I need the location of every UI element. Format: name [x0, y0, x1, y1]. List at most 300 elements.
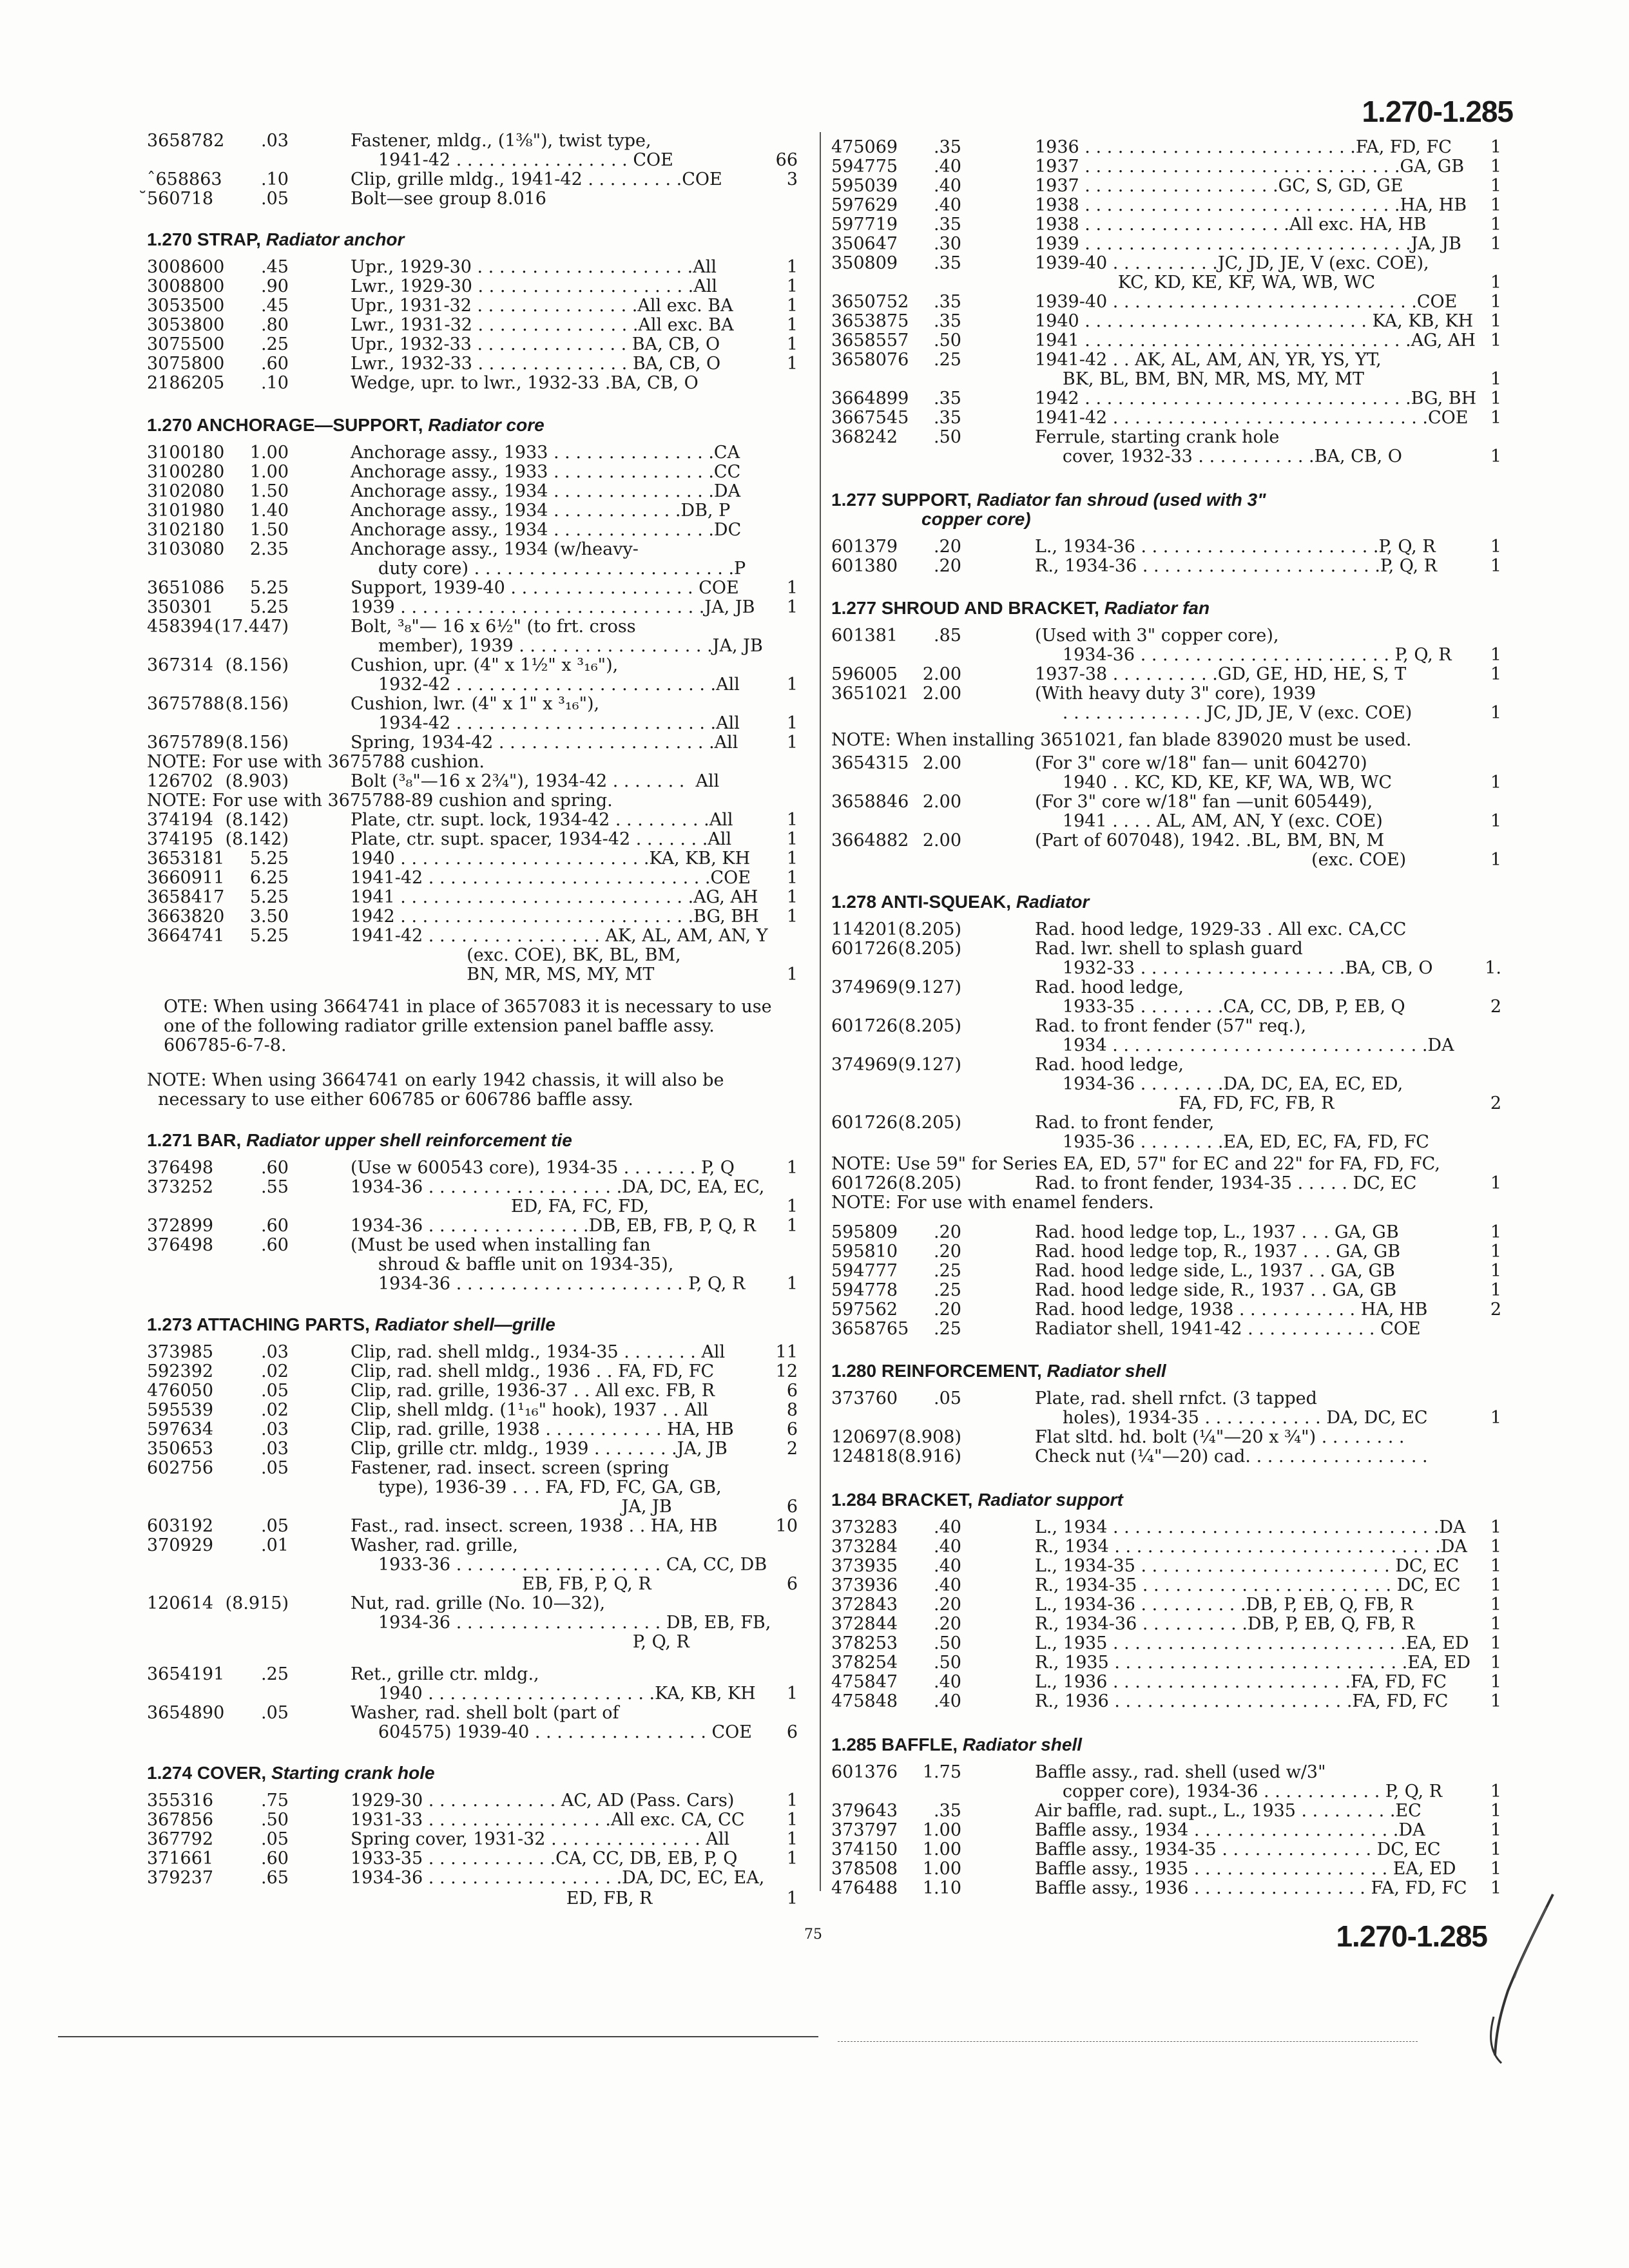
part-row: [147, 946, 804, 965]
section-heading: [831, 490, 1266, 510]
part-number: 374969: [831, 977, 898, 997]
part-description: R., 1935 . . . . . . . . . . . . . . . . . . . . . . . . . . .EA, ED: [1035, 1653, 1470, 1673]
part-description: Baffle assy., rad. shell (used w/3": [1035, 1762, 1326, 1782]
note-text: OTE: When using 3664741 in place of 3657083 it is necessary to use: [164, 997, 772, 1017]
part-row: [831, 235, 1508, 254]
part-price: .35: [934, 253, 961, 273]
part-number: 373936: [831, 1575, 898, 1595]
part-description: 1940 . . . . . . . . . . . . . . . . . . . . .KA, KB, KH: [351, 1684, 756, 1704]
part-quantity: 1: [786, 257, 798, 277]
part-price: .25: [934, 1319, 961, 1339]
section-title: COVER,: [197, 1763, 267, 1783]
part-number: 3651086: [147, 578, 225, 598]
part-row: [147, 463, 804, 482]
part-price: .90: [261, 276, 289, 296]
part-number: 595809: [831, 1222, 898, 1242]
part-description: Anchorage assy., 1934 . . . . . . . . . . . . . . .DC: [351, 520, 742, 540]
part-description: duty core) . . . . . . . . . . . . . . . . . . . . . . . .P: [351, 559, 746, 579]
part-row: [147, 189, 804, 209]
part-description: (exc. COE), BK, BL, BM,: [351, 945, 681, 965]
part-quantity: 1: [1490, 556, 1501, 576]
part-description: 1935-36 . . . . . . . .EA, ED, EC, FA, FD, FC: [1035, 1132, 1429, 1152]
part-description: Radiator shell, 1941-42 . . . . . . . . . . . . COE: [1035, 1319, 1421, 1339]
section-number: 1.271: [147, 1130, 193, 1150]
part-number: 3667545: [831, 408, 909, 428]
part-description: R., 1934-36 . . . . . . . . . .DB, P, EB, Q, FB, R: [1035, 1614, 1415, 1634]
part-price: .50: [934, 1633, 961, 1653]
part-row: [831, 626, 1508, 646]
part-price: (9.127): [898, 977, 961, 997]
part-description: 1942 . . . . . . . . . . . . . . . . . . . . . . . . . . . . . .BG, BH: [1035, 389, 1477, 408]
part-row: [147, 1401, 804, 1420]
part-price: 1.50: [249, 481, 289, 501]
part-number: 124818: [831, 1446, 898, 1466]
part-row: [147, 296, 804, 316]
part-description: (For 3" core w/18" fan— unit 604270): [1035, 753, 1367, 773]
part-row: [147, 1594, 804, 1613]
part-quantity: 1: [1490, 645, 1501, 665]
part-row: [831, 1389, 1508, 1408]
part-description: (Use w 600543 core), 1934-35 . . . . . . . P, Q: [351, 1158, 735, 1178]
part-row: [147, 1459, 804, 1478]
part-description: 1933-35 . . . . . . . . . . . .CA, CC, DB, EB, P, Q: [351, 1849, 738, 1869]
part-quantity: 1: [1490, 215, 1501, 235]
part-number: 595810: [831, 1242, 898, 1262]
part-quantity: 1: [786, 1849, 798, 1869]
part-number: 350653: [147, 1439, 214, 1459]
part-price: 5.25: [249, 849, 289, 869]
part-description: Plate, ctr. supt. spacer, 1934-42 . . . . . . .All: [351, 829, 732, 849]
part-quantity: 1: [1490, 1633, 1501, 1653]
part-quantity: 1: [1490, 1595, 1501, 1615]
part-row: [831, 370, 1508, 389]
part-row: [147, 559, 804, 579]
part-price: (8.205): [898, 1173, 961, 1193]
part-row: [831, 684, 1508, 704]
part-price: 2.00: [922, 684, 961, 704]
part-quantity: 1: [786, 296, 798, 316]
part-row: [147, 521, 804, 540]
section-title: BAFFLE,: [881, 1735, 958, 1754]
section-subtitle: Radiator anchor: [265, 229, 405, 249]
part-number: 373935: [831, 1556, 898, 1576]
part-price: 1.10: [922, 1878, 961, 1898]
part-quantity: 2: [1490, 997, 1501, 1017]
part-description: Washer, rad. shell bolt (part of: [351, 1703, 619, 1723]
part-description: 1939 . . . . . . . . . . . . . . . . . . . . . . . . . . . . . .JA, JB: [1035, 234, 1461, 254]
part-price: .40: [934, 1537, 961, 1557]
part-row: [831, 1036, 1508, 1055]
part-description: 1934-36 . . . . . . . . . . . . . . . . . . . . . P, Q, R: [351, 1274, 746, 1294]
part-row: [831, 1821, 1508, 1840]
section-number: 1.274: [147, 1763, 193, 1783]
part-price: .50: [934, 331, 961, 351]
part-quantity: 1: [1490, 664, 1501, 684]
part-price: .05: [934, 1389, 961, 1408]
part-row: [831, 1281, 1508, 1300]
part-row: [831, 215, 1508, 235]
part-description: cover, 1932-33 . . . . . . . . . . .BA, CB, O: [1035, 447, 1402, 466]
part-price: 5.25: [249, 887, 289, 907]
part-price: .80: [261, 315, 289, 335]
part-quantity: 1: [1490, 1653, 1501, 1673]
part-row: [147, 1497, 804, 1517]
part-row: [147, 335, 804, 354]
section-title: STRAP,: [197, 229, 261, 249]
part-number: 596005: [831, 664, 898, 684]
part-price: .50: [934, 427, 961, 447]
part-price: .25: [261, 334, 289, 354]
part-description: 1934-36 . . . . . . . . . . . . . . . . . .DA, DC, EC, EA,: [351, 1868, 765, 1888]
section-subtitle: Radiator shell: [962, 1735, 1083, 1754]
part-number: 372843: [831, 1595, 898, 1615]
part-price: .20: [934, 1614, 961, 1634]
part-row: [831, 1262, 1508, 1281]
part-description: Baffle assy., 1936 . . . . . . . . . . . . . . . . FA, FD, FC: [1035, 1878, 1467, 1898]
part-number: 3663820: [147, 907, 225, 927]
part-quantity: 1: [1490, 1575, 1501, 1595]
part-number: 350647: [831, 234, 898, 254]
part-number: 597562: [831, 1300, 898, 1320]
section-number: 1.270: [147, 415, 193, 435]
part-row: [147, 1478, 804, 1497]
part-number: 476488: [831, 1878, 898, 1898]
part-quantity: 1: [786, 1158, 798, 1178]
part-row: [831, 447, 1508, 466]
part-row: [831, 389, 1508, 408]
part-number: 3658765: [831, 1319, 909, 1339]
part-quantity: 66: [775, 150, 798, 170]
part-row: [147, 170, 804, 189]
part-quantity: 1: [1490, 1517, 1501, 1537]
part-price: .55: [261, 1177, 289, 1197]
part-row: [831, 1055, 1508, 1075]
part-row: [831, 920, 1508, 939]
part-number: 458394: [147, 617, 214, 637]
part-price: .10: [261, 169, 289, 189]
part-quantity: 12: [775, 1361, 798, 1381]
part-row: [147, 965, 804, 985]
part-quantity: 11: [775, 1342, 798, 1362]
part-description: 1934-42 . . . . . . . . . . . . . . . . . . . . . . . .All: [351, 713, 740, 733]
part-quantity: 1: [1490, 811, 1501, 831]
part-row: [831, 254, 1508, 273]
part-description: Anchorage assy., 1934 . . . . . . . . . . . .DB, P: [351, 501, 731, 521]
part-description: Cushion, lwr. (4" x 1" x ³₁₆"),: [351, 694, 600, 714]
note-text: NOTE: When installing 3651021, fan blade 839020 must be used.: [831, 730, 1412, 750]
part-row: [831, 704, 1508, 723]
part-description: Upr., 1929-30 . . . . . . . . . . . . . . . . . . . .All: [351, 257, 717, 277]
part-description: Spring cover, 1931-32 . . . . . . . . . . . . . . All: [351, 1829, 730, 1849]
part-row: [831, 754, 1508, 773]
part-number: 3100280: [147, 462, 225, 482]
part-price: 2.00: [922, 831, 961, 850]
part-description: 1936 . . . . . . . . . . . . . . . . . . . . . . . . .FA, FD, FC: [1035, 137, 1452, 157]
part-description: Clip, shell mldg. (1¹₁₆" hook), 1937 . . All: [351, 1400, 708, 1420]
part-quantity: 1: [786, 849, 798, 869]
part-number: 3664899: [831, 389, 909, 408]
note-text: NOTE: For use with 3675788 cushion.: [147, 752, 485, 772]
part-description: member), 1939 . . . . . . . . . . . . . . . . . .JA, JB: [351, 636, 763, 656]
part-number: 2186205: [147, 373, 225, 393]
section-title: SHROUD AND BRACKET,: [881, 598, 1099, 618]
section-heading: [147, 1130, 572, 1151]
part-row: [147, 1178, 804, 1197]
section-heading: [147, 1763, 435, 1783]
section-title: REINFORCEMENT,: [881, 1361, 1042, 1381]
part-quantity: 6: [786, 1419, 798, 1439]
part-price: 5.25: [249, 578, 289, 598]
part-price: .20: [934, 1300, 961, 1320]
part-price: (8.156): [225, 733, 289, 753]
part-price: .03: [261, 1439, 289, 1459]
part-row: [831, 1223, 1508, 1242]
part-row: [831, 959, 1508, 978]
part-quantity: 1: [786, 713, 798, 733]
part-number: 3008600: [147, 257, 225, 277]
part-row: [147, 1575, 804, 1594]
part-price: .30: [934, 234, 961, 254]
part-quantity: 6: [786, 1381, 798, 1401]
signature-flourish: [1476, 1888, 1559, 2071]
part-price: .02: [261, 1400, 289, 1420]
part-row: [147, 540, 804, 559]
part-number: 126702: [147, 771, 214, 791]
part-number: 3650752: [831, 292, 909, 312]
part-number: 3654191: [147, 1664, 225, 1684]
part-description: Rad. to front fender,: [1035, 1113, 1215, 1133]
part-row: [831, 1615, 1508, 1634]
part-row: [147, 1236, 804, 1255]
part-price: (8.908): [898, 1427, 961, 1447]
part-number: 3660911: [147, 868, 225, 888]
part-row: [147, 1830, 804, 1849]
part-row: [831, 351, 1508, 370]
part-number: 3075500: [147, 334, 225, 354]
part-price: .40: [934, 1691, 961, 1711]
part-row: [147, 849, 804, 869]
part-description: 1940 . . . . . . . . . . . . . . . . . . . . . . .KA, KB, KH: [351, 849, 751, 869]
part-description: R., 1934 . . . . . . . . . . . . . . . . . . . . . . . . . . . . . .DA: [1035, 1537, 1467, 1557]
part-row: [831, 1113, 1508, 1133]
part-row: [147, 598, 804, 617]
part-row: [147, 1723, 804, 1742]
part-row: [147, 1704, 804, 1723]
part-row: [831, 196, 1508, 215]
part-number: 475847: [831, 1672, 898, 1692]
part-number: 3664882: [831, 831, 909, 850]
part-quantity: 1: [1490, 273, 1501, 293]
part-price: (8.205): [898, 1113, 961, 1133]
part-description: Lwr., 1931-32 . . . . . . . . . . . . . . .All exc. BA: [351, 315, 734, 335]
part-price: .40: [934, 1517, 961, 1537]
part-description: Fastener, rad. insect. screen (spring: [351, 1458, 670, 1478]
part-description: Rad. hood ledge,: [1035, 1055, 1184, 1075]
part-number: 601381: [831, 626, 898, 646]
part-description: Rad. hood ledge side, L., 1937 . . GA, GB: [1035, 1261, 1395, 1281]
part-quantity: 1: [1490, 1614, 1501, 1634]
part-quantity: 1: [1490, 1782, 1501, 1802]
part-quantity: 1: [786, 597, 798, 617]
part-description: Washer, rad. grille,: [351, 1535, 518, 1555]
part-row: [147, 811, 804, 830]
scan-bottom-line: [58, 2036, 818, 2037]
part-price: .02: [261, 1361, 289, 1381]
part-row: [831, 331, 1508, 351]
part-quantity: 1: [786, 1829, 798, 1849]
part-description: Rad. hood ledge, 1929-33 . All exc. CA,CC: [1035, 919, 1407, 939]
part-quantity: 1: [1490, 1280, 1501, 1300]
part-description: Rad. to front fender (57" req.),: [1035, 1016, 1307, 1036]
part-description: Rad. hood ledge, 1938 . . . . . . . . . . . HA, HB: [1035, 1300, 1428, 1320]
part-number: 601379: [831, 537, 898, 557]
part-price: .20: [934, 556, 961, 576]
part-row: [147, 501, 804, 521]
part-number: 378508: [831, 1859, 898, 1879]
part-row: [831, 1017, 1508, 1036]
part-number: 601726: [831, 1113, 898, 1133]
part-description: 1933-35 . . . . . . . .CA, CC, DB, P, EB, Q: [1035, 997, 1405, 1017]
part-quantity: 1: [1490, 1672, 1501, 1692]
part-row: [831, 793, 1508, 812]
part-quantity: 1: [1490, 137, 1501, 157]
part-description: 1939-40 . . . . . . . . . . . . . . . . . . . . . . . . . . . .COE: [1035, 292, 1458, 312]
part-price: .40: [934, 1575, 961, 1595]
part-row: [831, 665, 1508, 684]
part-quantity: 1: [1490, 1859, 1501, 1879]
part-description: 1934-36 . . . . . . . . . . . . . . . . . . . DB, EB, FB,: [351, 1613, 771, 1633]
part-row: [831, 1408, 1508, 1428]
part-price: 5.25: [249, 926, 289, 946]
section-subtitle: Radiator shell—grille: [374, 1314, 555, 1334]
part-price: .75: [261, 1791, 289, 1811]
part-quantity: 2: [786, 1439, 798, 1459]
part-quantity: 1: [786, 675, 798, 695]
part-row: [147, 927, 804, 946]
part-description: 1932-42 . . . . . . . . . . . . . . . . . . . . . . . .All: [351, 675, 740, 695]
part-description: R., 1936 . . . . . . . . . . . . . . . . . . . . . .FA, FD, FC: [1035, 1691, 1449, 1711]
page-footer-range: 1.270-1.285: [1336, 1919, 1487, 1953]
part-row: [147, 714, 804, 733]
part-description: 1941-42 . . . . . . . . . . . . . . . . COE: [351, 150, 673, 170]
part-row: [147, 1555, 804, 1575]
part-number: 120614: [147, 1593, 214, 1613]
part-description: 1933-36 . . . . . . . . . . . . . . . . . . . CA, CC, DB: [351, 1555, 767, 1575]
part-description: (With heavy duty 3" core), 1939: [1035, 684, 1316, 704]
part-quantity: 1: [1490, 234, 1501, 254]
part-quantity: 1: [786, 965, 798, 985]
part-row: [147, 354, 804, 374]
part-price: 1.00: [922, 1820, 961, 1840]
part-quantity: 1: [786, 829, 798, 849]
part-row: [831, 850, 1508, 870]
section-subtitle: Radiator support: [978, 1490, 1123, 1510]
note-text: NOTE: When using 3664741 on early 1942 chassis, it will also be: [147, 1070, 724, 1090]
part-row: [147, 1439, 804, 1459]
part-description: ED, FB, R: [351, 1888, 653, 1908]
part-number: 3654315: [831, 753, 909, 773]
part-quantity: 6: [786, 1497, 798, 1517]
part-description: Wedge, upr. to lwr., 1932-33 .BA, CB, O: [351, 373, 699, 393]
section-subtitle: Radiator upper shell reinforcement tie: [246, 1130, 572, 1150]
part-number: 595039: [831, 176, 898, 196]
part-row: [831, 1557, 1508, 1576]
part-number: 3658782: [147, 131, 225, 151]
part-quantity: 6: [786, 1574, 798, 1594]
part-price: (8.156): [225, 655, 289, 675]
part-description: type), 1936-39 . . . FA, FD, FC, GA, GB,: [351, 1477, 722, 1497]
part-price: 1.00: [922, 1859, 961, 1879]
part-description: 1934-36 . . . . . . . .DA, DC, EA, EC, ED,: [1035, 1074, 1403, 1094]
part-number: 373284: [831, 1537, 898, 1557]
part-description: Rad. hood ledge side, R., 1937 . . GA, GB: [1035, 1280, 1397, 1300]
part-quantity: 1: [1490, 369, 1501, 389]
part-description: ED, FA, FC, FD,: [351, 1196, 650, 1216]
part-description: 1937-38 . . . . . . . . . .GD, GE, HD, HE, S, T: [1035, 664, 1407, 684]
part-price: .05: [261, 1516, 289, 1536]
part-quantity: 1: [1490, 537, 1501, 557]
part-quantity: 1: [1490, 1878, 1501, 1898]
note-text: one of the following radiator grille extension panel baffle assy.: [164, 1016, 715, 1036]
part-row: [147, 1849, 804, 1869]
note-text: necessary to use either 606785 or 606786 baffle assy.: [147, 1090, 633, 1110]
part-price: .35: [934, 215, 961, 235]
part-row: [831, 1595, 1508, 1615]
part-number: 3658846: [831, 792, 909, 812]
part-number: 3008800: [147, 276, 225, 296]
section-title: BRACKET,: [881, 1490, 973, 1510]
part-quantity: 2: [1490, 1300, 1501, 1320]
part-quantity: 6: [786, 1722, 798, 1742]
part-price: .60: [261, 1849, 289, 1869]
part-number: 601380: [831, 556, 898, 576]
part-price: .45: [261, 257, 289, 277]
part-quantity: 1: [786, 1274, 798, 1294]
part-row: [831, 1802, 1508, 1821]
part-price: (8.205): [898, 939, 961, 959]
part-description: Rad. hood ledge top, R., 1937 . . . GA, GB: [1035, 1242, 1401, 1262]
section-title: SUPPORT,: [881, 490, 972, 510]
part-number: 3654890: [147, 1703, 225, 1723]
part-price: (8.205): [898, 919, 961, 939]
part-quantity: 1: [786, 1684, 798, 1704]
part-price: .85: [934, 626, 961, 646]
part-quantity: 1: [786, 733, 798, 753]
section-number: 1.277: [831, 598, 877, 618]
part-description: R., 1934-36 . . . . . . . . . . . . . . . . . . . . . .P, Q, R: [1035, 556, 1438, 576]
part-quantity: 1: [1490, 292, 1501, 312]
part-quantity: 1: [1490, 1222, 1501, 1242]
part-description: 1934-36 . . . . . . . . . . . . . . . . . . . . . . . P, Q, R: [1035, 645, 1452, 665]
part-quantity: 1: [1490, 1820, 1501, 1840]
part-row: [831, 1879, 1508, 1898]
part-description: BN, MR, MS, MY, MT: [351, 965, 655, 985]
part-row: [831, 997, 1508, 1017]
part-number: 373760: [831, 1389, 898, 1408]
part-number: 350301: [147, 597, 214, 617]
page-number: 75: [804, 1927, 822, 1943]
part-description: Support, 1939-40 . . . . . . . . . . . . . . . . . COE: [351, 578, 739, 598]
part-price: .50: [261, 1810, 289, 1830]
part-number: 120697: [831, 1427, 898, 1447]
part-description: copper core), 1934-36 . . . . . . . . . . . P, Q, R: [1035, 1782, 1443, 1802]
part-row: [831, 1537, 1508, 1557]
part-number: 476050: [147, 1381, 214, 1401]
part-description: Fastener, mldg., (1⅜"), twist type,: [351, 131, 651, 151]
part-row: [831, 1174, 1508, 1193]
part-price: 2.00: [922, 664, 961, 684]
part-quantity: 1: [786, 810, 798, 830]
